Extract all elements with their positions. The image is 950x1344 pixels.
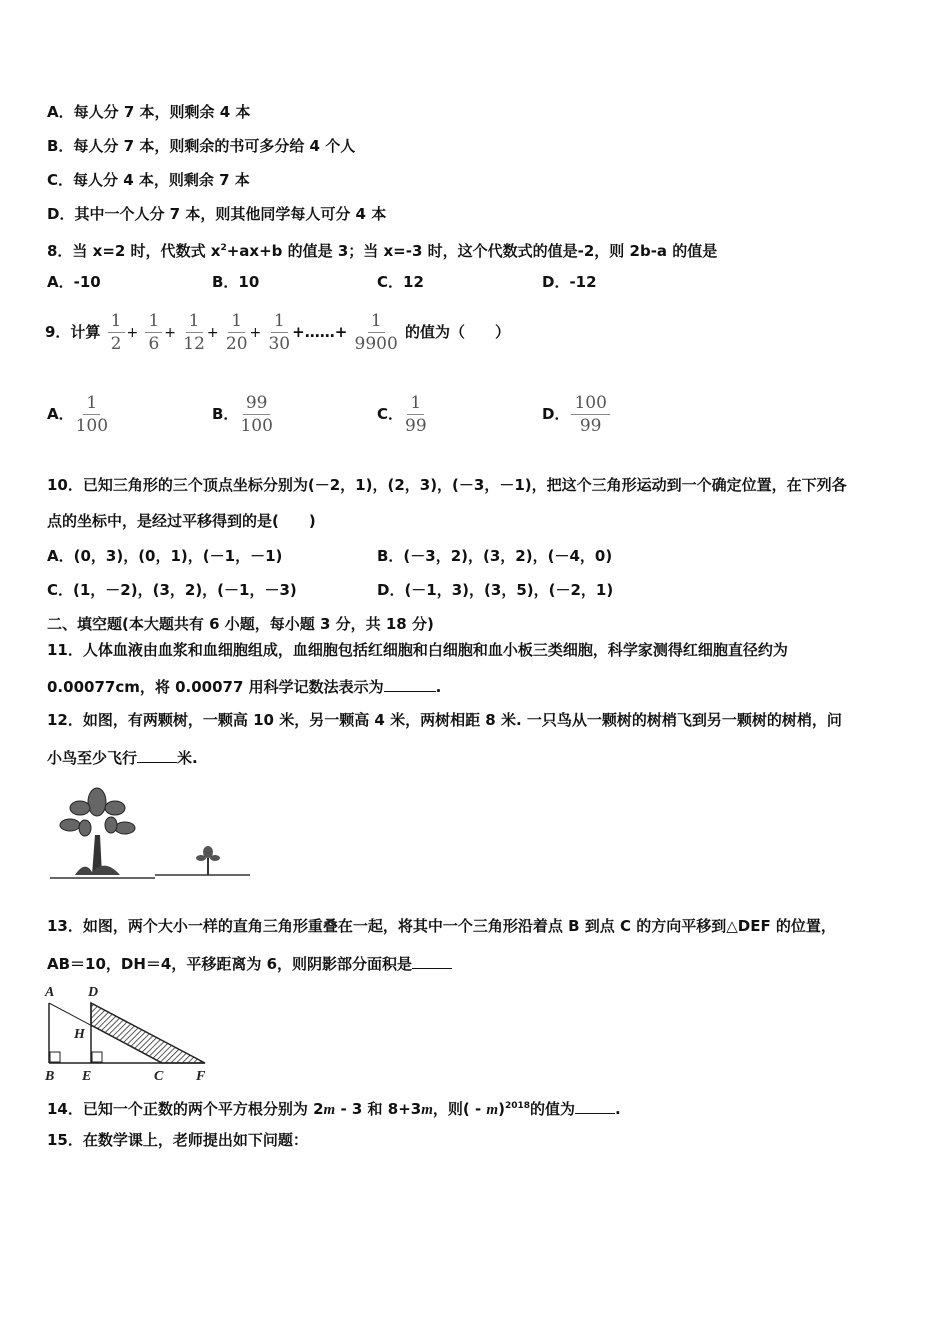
q12-line1: 12．如图，有两颗树，一颗高 10 米，另一颗高 4 米，两树相距 8 米. 一只鸟从一颗树的树梢飞到另一颗树的树梢，问 (47, 711, 842, 729)
q10-line1: 10．已知三角形的三个顶点坐标分别为(－2，1)，(2，3)，(－3，－1)，把这个三角形运动到一个确定位置，在下列各 (47, 476, 847, 494)
fraction: $\frac{1}{2}$ (108, 310, 125, 355)
q13-line1: 13．如图，两个大小一样的直角三角形重叠在一起，将其中一个三角形沿着点 B 到点 C 的方向平移到△DEF 的位置， (47, 917, 836, 935)
q10-option-d: D．(－1，3)，(3，5)，(－2，1) (377, 581, 614, 599)
answer-blank (384, 677, 436, 692)
q10-option-c: C．(1，－2)，(3，2)，(－1，－3) (47, 581, 297, 599)
q8-question: 8．当 x=2 时，代数式 $x^2+ax+b$ 的值是 3；当 x=-3 时，这个代数式的值是-2，则 2b-a 的值是 (47, 242, 718, 260)
triangles-figure (42, 982, 222, 1084)
fraction: $\frac{1}{9900}$ (354, 311, 398, 354)
q15-question: 15．在数学课上，老师提出如下问题： (47, 1131, 308, 1149)
q14-question: 14．已知一个正数的两个平方根分别为 2m - 3 和 8+3m，则( - m)$^{2018}$的值为 . (47, 1100, 621, 1118)
q10-line2: 点的坐标中，是经过平移得到的是( ) (47, 512, 316, 530)
q9-option-a: A． $\frac{1}{100}$ (47, 393, 109, 436)
answer-blank (412, 954, 452, 969)
q8-option-b: B．10 (212, 273, 260, 291)
q10-option-a: A．(0，3)，(0，1)，(－1，－1) (47, 547, 283, 565)
label-c: C (154, 1069, 164, 1084)
q9-question: 9．计算 $\frac{1}{2}$ + $\frac{1}{6}$ + $\frac{1}{12}$ + $\frac{1}{20}$ + $\frac{1}{30}$ +……+ $\frac{1}{9900}$ 的值为（ ） (45, 311, 511, 354)
section-2-heading: 二、填空题(本大题共有 6 小题，每小题 3 分，共 18 分) (47, 615, 434, 633)
two-trees-figure (45, 780, 255, 885)
label-b: B (45, 1069, 55, 1084)
q7-option-b: B．每人分 7 本，则剩余的书可多分给 4 个人 (47, 137, 356, 155)
label-a: A (45, 985, 55, 1000)
label-f: F (196, 1069, 206, 1084)
q13-line2: AB＝10，DH＝4，平移距离为 6，则阴影部分面积是 (47, 954, 452, 974)
q9-option-c: C． $\frac{1}{99}$ (377, 393, 427, 436)
q11-line2: 0.00077cm，将 0.00077 用科学记数法表示为 . (47, 678, 442, 696)
fraction: $\frac{1}{12}$ (183, 311, 205, 354)
label-d: D (88, 985, 99, 1000)
q8-option-d: D．-12 (542, 273, 597, 291)
label-e: E (82, 1069, 92, 1084)
answer-blank (575, 1099, 615, 1114)
q8-option-a: A．-10 (47, 273, 101, 291)
answer-blank (137, 748, 177, 763)
q9-option-b: B． $\frac{99}{100}$ (212, 393, 273, 436)
fraction: $\frac{1}{6}$ (145, 310, 162, 355)
q8-option-c: C．12 (377, 273, 424, 291)
q12-line2: 小鸟至少飞行 米. (47, 749, 198, 767)
q11-line1: 11．人体血液由血浆和血细胞组成，血细胞包括红细胞和白细胞和血小板三类细胞，科学家测得红细胞直径约为 (47, 641, 788, 659)
q7-option-a: A．每人分 7 本，则剩余 4 本 (47, 103, 251, 121)
fraction: $\frac{1}{30}$ (268, 311, 291, 354)
q9-option-d: D． $\frac{100}{99}$ (542, 392, 612, 437)
label-h: H (74, 1027, 85, 1042)
q7-option-d: D．其中一个人分 7 本，则其他同学每人可分 4 本 (47, 205, 387, 223)
fraction: $\frac{1}{20}$ (225, 311, 248, 354)
q10-option-b: B．(－3，2)，(3，2)，(－4，0) (377, 547, 613, 565)
q7-option-c: C．每人分 4 本，则剩余 7 本 (47, 171, 250, 189)
